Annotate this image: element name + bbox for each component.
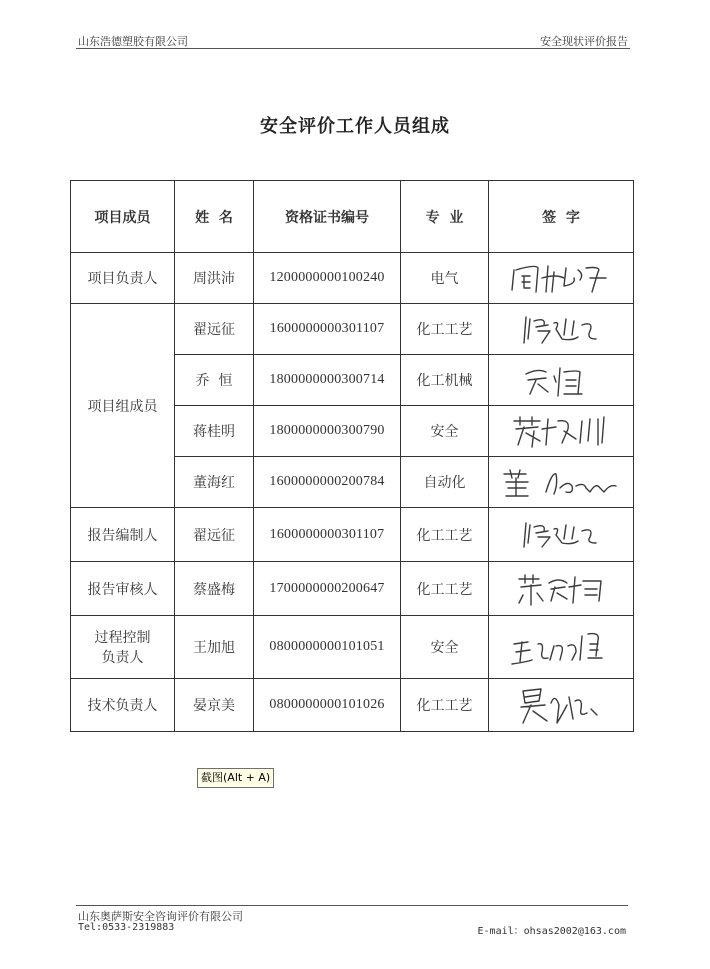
signature-cell — [489, 562, 634, 616]
handwritten-signature — [506, 258, 616, 298]
cert-cell: 1200000000100240 — [254, 253, 401, 304]
cert-cell: 0800000000101051 — [254, 616, 401, 679]
name-cell: 晏京美 — [175, 679, 254, 732]
role-cell: 项目负责人 — [71, 253, 175, 304]
header-company: 山东浩德塑胶有限公司 — [78, 35, 188, 48]
name-cell: 翟远征 — [175, 304, 254, 355]
page-title: 安全评价工作人员组成 — [260, 116, 450, 137]
cert-cell: 0800000000101026 — [254, 679, 401, 732]
footer-company: 山东奥萨斯安全咨询评价有限公司 — [78, 910, 243, 923]
cert-cell: 1700000000200647 — [254, 562, 401, 616]
footer-email: E-mail：ohsas2002@163.com — [477, 926, 626, 937]
signature-cell — [489, 679, 634, 732]
name-cell: 蔡盛梅 — [175, 562, 254, 616]
signature-cell — [489, 355, 634, 406]
major-cell: 安全 — [401, 616, 489, 679]
handwritten-signature — [506, 411, 616, 451]
staff-table — [70, 180, 634, 732]
screenshot-button[interactable]: 截图(Alt + A) — [197, 768, 274, 788]
handwritten-signature — [516, 515, 606, 555]
table-header-row — [71, 181, 634, 253]
table-row — [71, 679, 634, 732]
handwritten-signature — [516, 309, 606, 349]
column-header-signature: 签 字 — [489, 181, 634, 253]
column-header-name: 姓 名 — [175, 181, 254, 253]
header-divider — [76, 48, 630, 49]
name-cell: 乔 恒 — [175, 355, 254, 406]
major-cell: 电气 — [401, 253, 489, 304]
role-line: 负责人 — [101, 650, 144, 666]
table-row — [71, 253, 634, 304]
cert-cell: 1800000000300790 — [254, 406, 401, 457]
role-cell: 报告审核人 — [71, 562, 175, 616]
handwritten-signature — [506, 622, 616, 672]
handwritten-signature — [496, 462, 626, 502]
handwritten-signature — [516, 360, 606, 400]
name-cell: 蒋桂明 — [175, 406, 254, 457]
major-cell: 化工工艺 — [401, 562, 489, 616]
signature-cell — [489, 616, 634, 679]
name-cell: 董海红 — [175, 457, 254, 508]
table-row — [71, 304, 634, 355]
cert-cell: 1600000000200784 — [254, 457, 401, 508]
role-cell: 技术负责人 — [71, 679, 175, 732]
signature-cell — [489, 304, 634, 355]
role-cell: 报告编制人 — [71, 508, 175, 562]
role-cell — [71, 616, 175, 679]
column-header-cert: 资格证书编号 — [254, 181, 401, 253]
table-row — [71, 562, 634, 616]
footer-divider — [76, 905, 628, 906]
column-header-major: 专 业 — [401, 181, 489, 253]
role-line: 过程控制 — [94, 630, 151, 646]
major-cell: 化工机械 — [401, 355, 489, 406]
major-cell: 化工工艺 — [401, 679, 489, 732]
major-cell: 自动化 — [401, 457, 489, 508]
cert-cell: 1600000000301107 — [254, 304, 401, 355]
cert-cell: 1800000000300714 — [254, 355, 401, 406]
signature-cell — [489, 406, 634, 457]
major-cell: 安全 — [401, 406, 489, 457]
handwritten-signature — [511, 569, 611, 609]
major-cell: 化工工艺 — [401, 304, 489, 355]
table-row — [71, 508, 634, 562]
signature-cell — [489, 457, 634, 508]
handwritten-signature — [511, 683, 611, 727]
table-row — [71, 616, 634, 679]
name-cell: 王加旭 — [175, 616, 254, 679]
cert-cell: 1600000000301107 — [254, 508, 401, 562]
header-report-type: 安全现状评价报告 — [540, 35, 628, 48]
role-cell: 项目组成员 — [71, 304, 175, 508]
signature-cell — [489, 508, 634, 562]
name-cell: 周洪沛 — [175, 253, 254, 304]
major-cell: 化工工艺 — [401, 508, 489, 562]
column-header-role: 项目成员 — [71, 181, 175, 253]
footer-phone: Tel:0533-2319883 — [78, 922, 175, 933]
signature-cell — [489, 253, 634, 304]
name-cell: 翟远征 — [175, 508, 254, 562]
